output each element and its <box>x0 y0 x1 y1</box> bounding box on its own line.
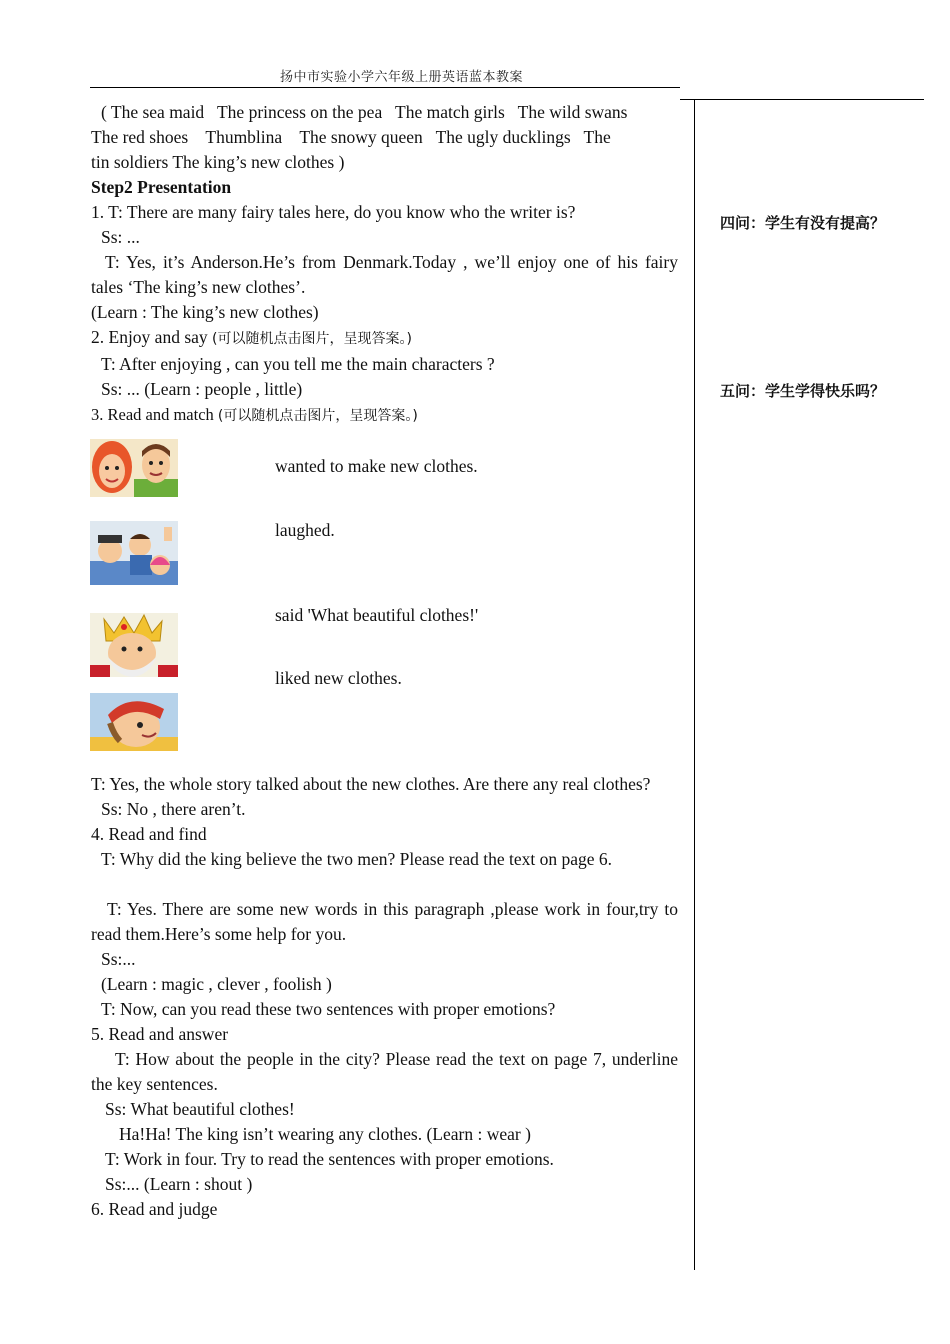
step2-heading: Step2 Presentation <box>91 177 232 197</box>
step5-students: Ss: What beautiful clothes! <box>105 1099 295 1119</box>
step2-teacher: T: After enjoying , can you tell me the main characters ? <box>101 354 495 374</box>
page-header-title: 扬中市实验小学六年级上册英语蓝本教案 <box>280 70 524 85</box>
step2-enjoy-title: 2. Enjoy and say <box>91 327 213 347</box>
king-icon[interactable] <box>90 613 178 682</box>
sidebar-question-5: 五问：学生学得快乐吗？ <box>720 382 886 400</box>
step5-teacher-work: T: Work in four. Try to read the sentences with proper emotions. <box>105 1149 554 1169</box>
step2-enjoy <box>91 325 678 352</box>
fairy-tale-list-line: tin soldiers The king’s new clothes ) <box>91 152 345 172</box>
step2-enjoy-note: (可以随机点击图片，呈现答案。) <box>212 331 412 347</box>
step1-learn: (Learn : The king’s new clothes) <box>91 302 319 322</box>
step1-teacher: T: Yes, it’s Anderson.He’s from Denmark.Today , we’ll enjoy one of his fairy tales ‘The king’s new clothes’. <box>91 252 678 297</box>
match-phrase[interactable]: liked new clothes. <box>275 668 402 688</box>
step5-teacher: T: How about the people in the city? Please read the text on page 7, underline the key sentences. <box>91 1049 678 1094</box>
step4-students: Ss:... <box>101 949 136 969</box>
step6-title: 6. Read and judge <box>91 1199 218 1219</box>
boy-icon[interactable] <box>90 693 178 756</box>
step1-students: Ss: ... <box>101 227 140 247</box>
step4-title: 4. Read and find <box>91 824 207 844</box>
fairy-tale-list-line: The red shoes Thumblina The snowy queen The ugly ducklings The <box>91 127 611 147</box>
step5-title: 5. Read and answer <box>91 1024 229 1044</box>
header-divider <box>90 87 680 88</box>
blank-line <box>91 872 678 897</box>
step3-match-note: (可以随机点击图片，呈现答案。) <box>217 408 418 424</box>
step4-teacher-emotions: T: Now, can you read these two sentences with proper emotions? <box>101 999 556 1019</box>
step4-teacher: T: Why did the king believe the two men? Please read the text on page 6. <box>101 849 613 869</box>
story-answer: Ss: No , there aren’t. <box>101 799 246 819</box>
match-phrase[interactable]: laughed. <box>275 520 335 540</box>
match-phrase[interactable]: said 'What beautiful clothes!' <box>275 605 479 625</box>
lesson-content-top <box>91 100 678 429</box>
step1-question: 1. T: There are many fairy tales here, do you know who the writer is? <box>91 202 576 222</box>
people-icon[interactable] <box>90 521 178 590</box>
step4-learn: (Learn : magic , clever , foolish ) <box>101 974 332 994</box>
step5-haha: Ha!Ha! The king isn’t wearing any clothes. (Learn : wear ) <box>119 1124 531 1144</box>
step3-match-title: 3. Read and match <box>91 405 218 424</box>
step2-students: Ss: ... (Learn : people , little) <box>101 379 303 399</box>
step5-students-shout: Ss:... (Learn : shout ) <box>105 1174 253 1194</box>
lesson-content-bottom <box>91 772 678 1222</box>
sidebar-top-rule <box>680 99 924 100</box>
sidebar-question-4: 四问：学生有没有提高？ <box>720 214 886 232</box>
column-divider <box>694 99 695 1270</box>
story-question: T: Yes, the whole story talked about the new clothes. Are there any real clothes? <box>91 774 651 794</box>
fairy-tale-list-line: ( The sea maid The princess on the pea The match girls The wild swans <box>101 102 628 122</box>
two-men-icon[interactable] <box>90 439 178 502</box>
match-phrase[interactable]: wanted to make new clothes. <box>275 456 478 476</box>
step4-teacher-words: T: Yes. There are some new words in this paragraph ,please work in four,try to read them.Here’s some help for you. <box>91 899 678 944</box>
step3-match <box>91 402 678 429</box>
